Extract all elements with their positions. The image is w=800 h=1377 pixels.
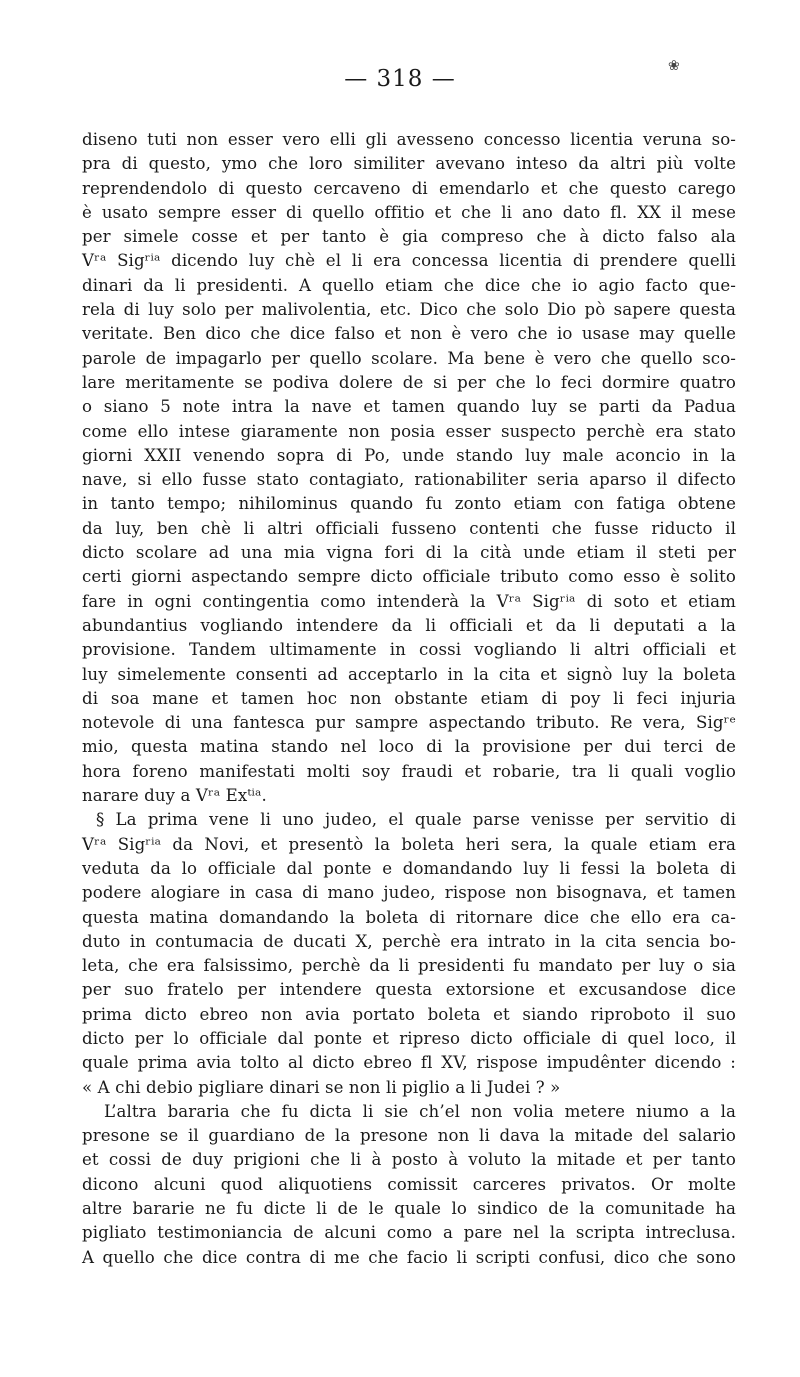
- text-line: rela di luy solo per malivolentia, etc. Dico che solo Dio pò sapere questa: [82, 300, 736, 320]
- text-line: per suo fratelo per intendere questa extorsione et excusandose dice: [82, 980, 736, 1000]
- text-line: da luy, ben chè li altri officiali fusseno contenti che fusse riducto il: [82, 518, 736, 538]
- text-line: altre bararie ne fu dicte li de le quale lo sindico de la comunitade ha: [82, 1199, 736, 1219]
- text-line: et cossi de duy prigioni che li à posto à voluto la mitade et per tanto: [82, 1150, 736, 1170]
- text-line: « A chi debio pigliare dinari se non li piglio a li Judei ? »: [82, 1077, 561, 1097]
- text-line: giorni XXII venendo sopra di Po, unde stando luy male aconcio in la: [82, 445, 736, 465]
- text-line: narare duy a Vʳᵃ Exᵗⁱᵃ.: [82, 786, 267, 806]
- text-line: dicto per lo officiale dal ponte et ripreso dicto officiale di quel loco, il: [82, 1028, 736, 1048]
- text-line: dicono alcuni quod aliquotiens comissit carceres privatos. Or molte: [82, 1174, 736, 1194]
- text-line: mio, questa matina stando nel loco di la provisione per dui terci de: [82, 737, 736, 757]
- text-line: per simele cosse et per tanto è gia compreso che à dicto falso ala: [82, 227, 736, 247]
- text-line: abundantius vogliando intendere da li officiali et da li deputati a la: [82, 615, 736, 635]
- text-line: dicto scolare ad una mia vigna fori di la cità unde etiam il steti per: [82, 543, 736, 563]
- text-line: hora foreno manifestati molti soy fraudi et robarie, tra li quali voglio: [82, 761, 736, 781]
- text-line: veduta da lo officiale dal ponte e domandando luy li fessi la boleta di: [82, 858, 736, 878]
- text-line: podere alogiare in casa di mano judeo, rispose non bisognava, et tamen: [82, 883, 736, 903]
- body-text: [82, 128, 736, 1270]
- text-line: L’altra bararia che fu dicta li sie ch’el non volia metere niumo a la: [104, 1101, 736, 1121]
- page-number: — 318 —: [344, 66, 456, 92]
- text-line: o siano 5 note intra la nave et tamen quando luy se parti da Padua: [82, 397, 736, 417]
- text-line: fare in ogni contingentia como intenderà la Vʳᵃ Sigʳⁱᵃ di soto et etiam: [82, 591, 736, 611]
- text-line: pigliato testimoniancia de alcuni como a pare nel la scripta intreclusa.: [82, 1223, 736, 1243]
- text-line: reprendendolo di questo cercaveno di emendarlo et che questo carego: [82, 178, 736, 198]
- text-line: di soa mane et tamen hoc non obstante etiam di poy li feci injuria: [82, 688, 736, 708]
- text-line: certi giorni aspectando sempre dicto officiale tributo como esso è solito: [82, 567, 736, 587]
- text-line: è usato sempre esser di quello offitio et che li ano dato fl. XX il mese: [82, 202, 736, 222]
- text-line: in tanto tempo; nihilominus quando fu zonto etiam con fatiga obtene: [82, 494, 736, 514]
- text-line: § La prima vene li uno judeo, el quale parse venisse per servitio di: [96, 810, 736, 830]
- text-line: luy simelemente consenti ad acceptarlo in la cita et signò luy la boleta: [82, 664, 736, 684]
- text-line: presone se il guardiano de la presone non li dava la mitade del salario: [82, 1126, 736, 1146]
- text-line: duto in contumacia de ducati X, perchè era intrato in la cita sencia bo-: [82, 931, 736, 951]
- text-line: parole de impagarlo per quello scolare. Ma bene è vero che quello sco-: [82, 348, 736, 368]
- text-line: dinari da li presidenti. A quello etiam che dice che io agio facto que-: [82, 275, 736, 295]
- text-line: leta, che era falsissimo, perchè da li presidenti fu mandato per luy o sia: [82, 956, 736, 976]
- text-line: come ello intese giaramente non posia esser suspecto perchè era stato: [82, 421, 736, 441]
- text-line: pra di questo, ymo che loro similiter avevano inteso da altri più volte: [82, 154, 736, 174]
- text-line: Vʳᵃ Sigʳⁱᵃ dicendo luy chè el li era concessa licentia di prendere quelli: [82, 251, 736, 271]
- text-line: quale prima avia tolto al dicto ebreo fl XV, rispose impudênter dicendo :: [82, 1053, 736, 1073]
- text-line: Vʳᵃ Sigʳⁱᵃ da Novi, et presentò la boleta heri sera, la quale etiam era: [82, 834, 736, 854]
- text-line: veritate. Ben dico che dice falso et non è vero che io usase may quelle: [82, 324, 736, 344]
- text-line: nave, si ello fusse stato contagiato, rationabiliter seria aparso il difecto: [82, 470, 736, 490]
- text-line: prima dicto ebreo non avia portato boleta et siando riproboto il suo: [82, 1004, 736, 1024]
- text-line: A quello che dice contra di me che facio li scripti confusi, dico che sono: [82, 1247, 736, 1267]
- text-line: notevole di una fantesca pur sampre aspectando tributo. Re vera, Sigʳᵉ: [82, 713, 736, 733]
- corner-mark-icon: ❀: [668, 58, 680, 74]
- text-line: diseno tuti non esser vero elli gli avesseno concesso licentia veruna so-: [82, 130, 736, 149]
- text-line: questa matina domandando la boleta di ritornare dice che ello era ca-: [82, 907, 736, 927]
- text-line: provisione. Tandem ultimamente in cossi vogliando li altri officiali et: [82, 640, 736, 660]
- text-line: lare meritamente se podiva dolere de si per che lo feci dormire quatro: [82, 372, 736, 392]
